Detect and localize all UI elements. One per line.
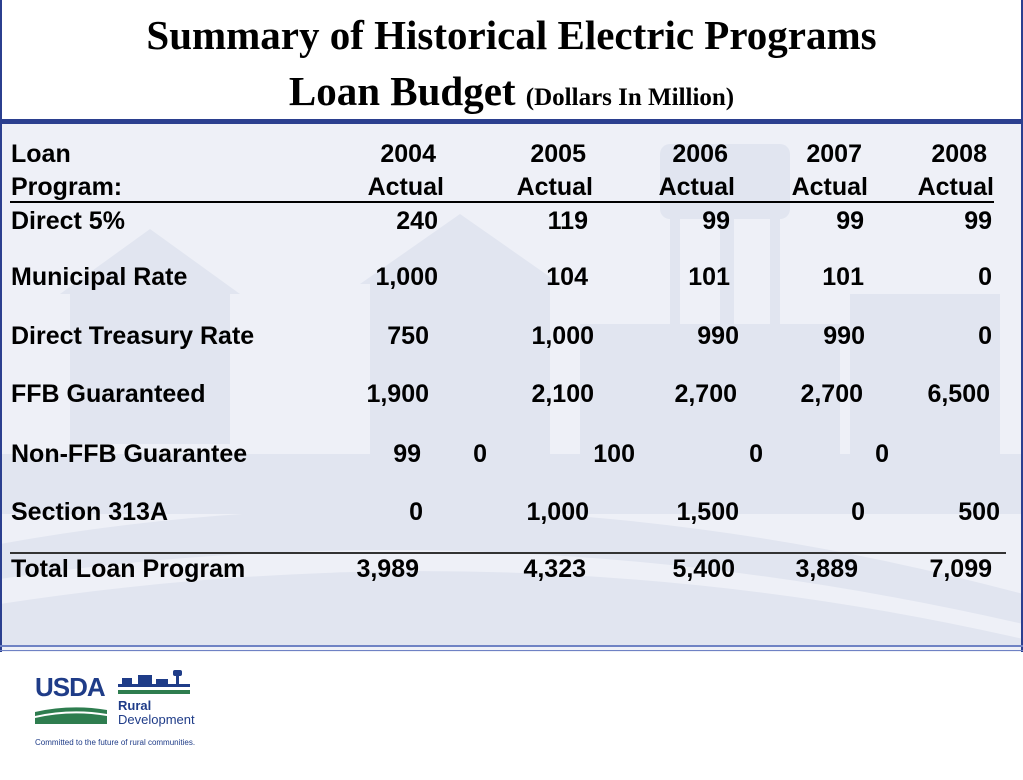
footer bbox=[0, 652, 1023, 780]
cell-total-2005: 4,323 bbox=[523, 555, 586, 583]
header-year-2005: 2005 bbox=[530, 140, 586, 168]
header-year-2004: 2004 bbox=[380, 140, 436, 168]
cell-direct-5pct-2007: 99 bbox=[836, 207, 864, 235]
row-label-direct-treasury-rate: Direct Treasury Rate bbox=[11, 322, 255, 350]
cell-section-313a-2004: 0 bbox=[409, 498, 423, 526]
header-year-2006: 2006 bbox=[672, 140, 728, 168]
footer-divider bbox=[0, 645, 1023, 647]
cell-non-ffb-guarantee-2007: 0 bbox=[749, 440, 763, 468]
cell-total-2006: 5,400 bbox=[672, 555, 735, 583]
title-area bbox=[0, 0, 1023, 120]
cell-section-313a-2006: 1,500 bbox=[676, 498, 739, 526]
cell-municipal-rate-2005: 104 bbox=[546, 263, 588, 291]
subtitle-unit: (Dollars In Million) bbox=[525, 84, 735, 111]
cell-ffb-guaranteed-2005: 2,100 bbox=[531, 380, 594, 408]
cell-ffb-guaranteed-2006: 2,700 bbox=[674, 380, 737, 408]
header-year-2008: 2008 bbox=[931, 140, 987, 168]
cell-ffb-guaranteed-2008: 6,500 bbox=[927, 380, 990, 408]
cell-direct-5pct-2004: 240 bbox=[396, 207, 438, 235]
usda-logo-swoosh bbox=[35, 702, 107, 724]
rural-development-town-icon bbox=[118, 670, 190, 698]
row-label-section-313a: Section 313A bbox=[11, 498, 169, 526]
header-underline bbox=[10, 201, 994, 203]
usda-logo-text: USDA bbox=[35, 672, 105, 702]
cell-total-2007: 3,889 bbox=[795, 555, 858, 583]
header-status-2004: Actual bbox=[367, 173, 444, 201]
cell-ffb-guaranteed-2004: 1,900 bbox=[366, 380, 429, 408]
development-logo-text: Development bbox=[118, 712, 195, 727]
footer-divider-thin bbox=[0, 650, 1023, 651]
row-label-direct-5pct: Direct 5% bbox=[11, 207, 125, 235]
cell-municipal-rate-2007: 101 bbox=[822, 263, 864, 291]
cell-municipal-rate-2006: 101 bbox=[688, 263, 730, 291]
slide-title: Summary of Historical Electric Programs bbox=[146, 12, 877, 58]
header-status-2006: Actual bbox=[658, 173, 735, 201]
cell-non-ffb-guarantee-2006: 100 bbox=[593, 440, 635, 468]
cell-total-2004: 3,989 bbox=[356, 555, 419, 583]
cell-direct-5pct-2006: 99 bbox=[702, 207, 730, 235]
rural-logo-text: Rural bbox=[118, 698, 152, 713]
row-label-non-ffb-guarantee: Non-FFB Guarantee bbox=[11, 440, 248, 468]
cell-direct-treasury-rate-2008: 0 bbox=[978, 322, 992, 350]
cell-municipal-rate-2008: 0 bbox=[978, 263, 992, 291]
cell-ffb-guaranteed-2007: 2,700 bbox=[800, 380, 863, 408]
cell-direct-treasury-rate-2005: 1,000 bbox=[531, 322, 594, 350]
cell-section-313a-2007: 0 bbox=[851, 498, 865, 526]
cell-direct-5pct-2008: 99 bbox=[964, 207, 992, 235]
cell-section-313a-2005: 1,000 bbox=[526, 498, 589, 526]
header-status-2008: Actual bbox=[917, 173, 994, 201]
row-label-municipal-rate: Municipal Rate bbox=[11, 263, 188, 291]
slide-subtitle bbox=[0, 68, 1023, 121]
cell-section-313a-2008: 500 bbox=[958, 498, 1000, 526]
cell-non-ffb-guarantee-2004: 99 bbox=[393, 440, 421, 468]
cell-direct-treasury-rate-2006: 990 bbox=[697, 322, 739, 350]
header-status-2007: Actual bbox=[791, 173, 868, 201]
footer-tagline: Committed to the future of rural communities. bbox=[35, 738, 196, 747]
cell-direct-5pct-2005: 119 bbox=[547, 207, 588, 235]
subtitle-main: Loan Budget bbox=[288, 68, 516, 114]
cell-direct-treasury-rate-2004: 750 bbox=[387, 322, 429, 350]
row-label-ffb-guaranteed: FFB Guaranteed bbox=[11, 380, 206, 408]
row-label-total-loan-program: Total Loan Program bbox=[11, 555, 246, 583]
header-year-2007: 2007 bbox=[806, 140, 862, 168]
cell-total-2008: 7,099 bbox=[929, 555, 992, 583]
title-divider bbox=[0, 119, 1023, 124]
header-label-line1: Loan bbox=[11, 140, 71, 168]
header-status-2005: Actual bbox=[516, 173, 593, 201]
header-label-line2: Program: bbox=[11, 173, 123, 201]
cell-direct-treasury-rate-2007: 990 bbox=[823, 322, 865, 350]
cell-non-ffb-guarantee-2005: 0 bbox=[473, 440, 487, 468]
cell-municipal-rate-2004: 1,000 bbox=[375, 263, 438, 291]
cell-non-ffb-guarantee-2008: 0 bbox=[875, 440, 889, 468]
